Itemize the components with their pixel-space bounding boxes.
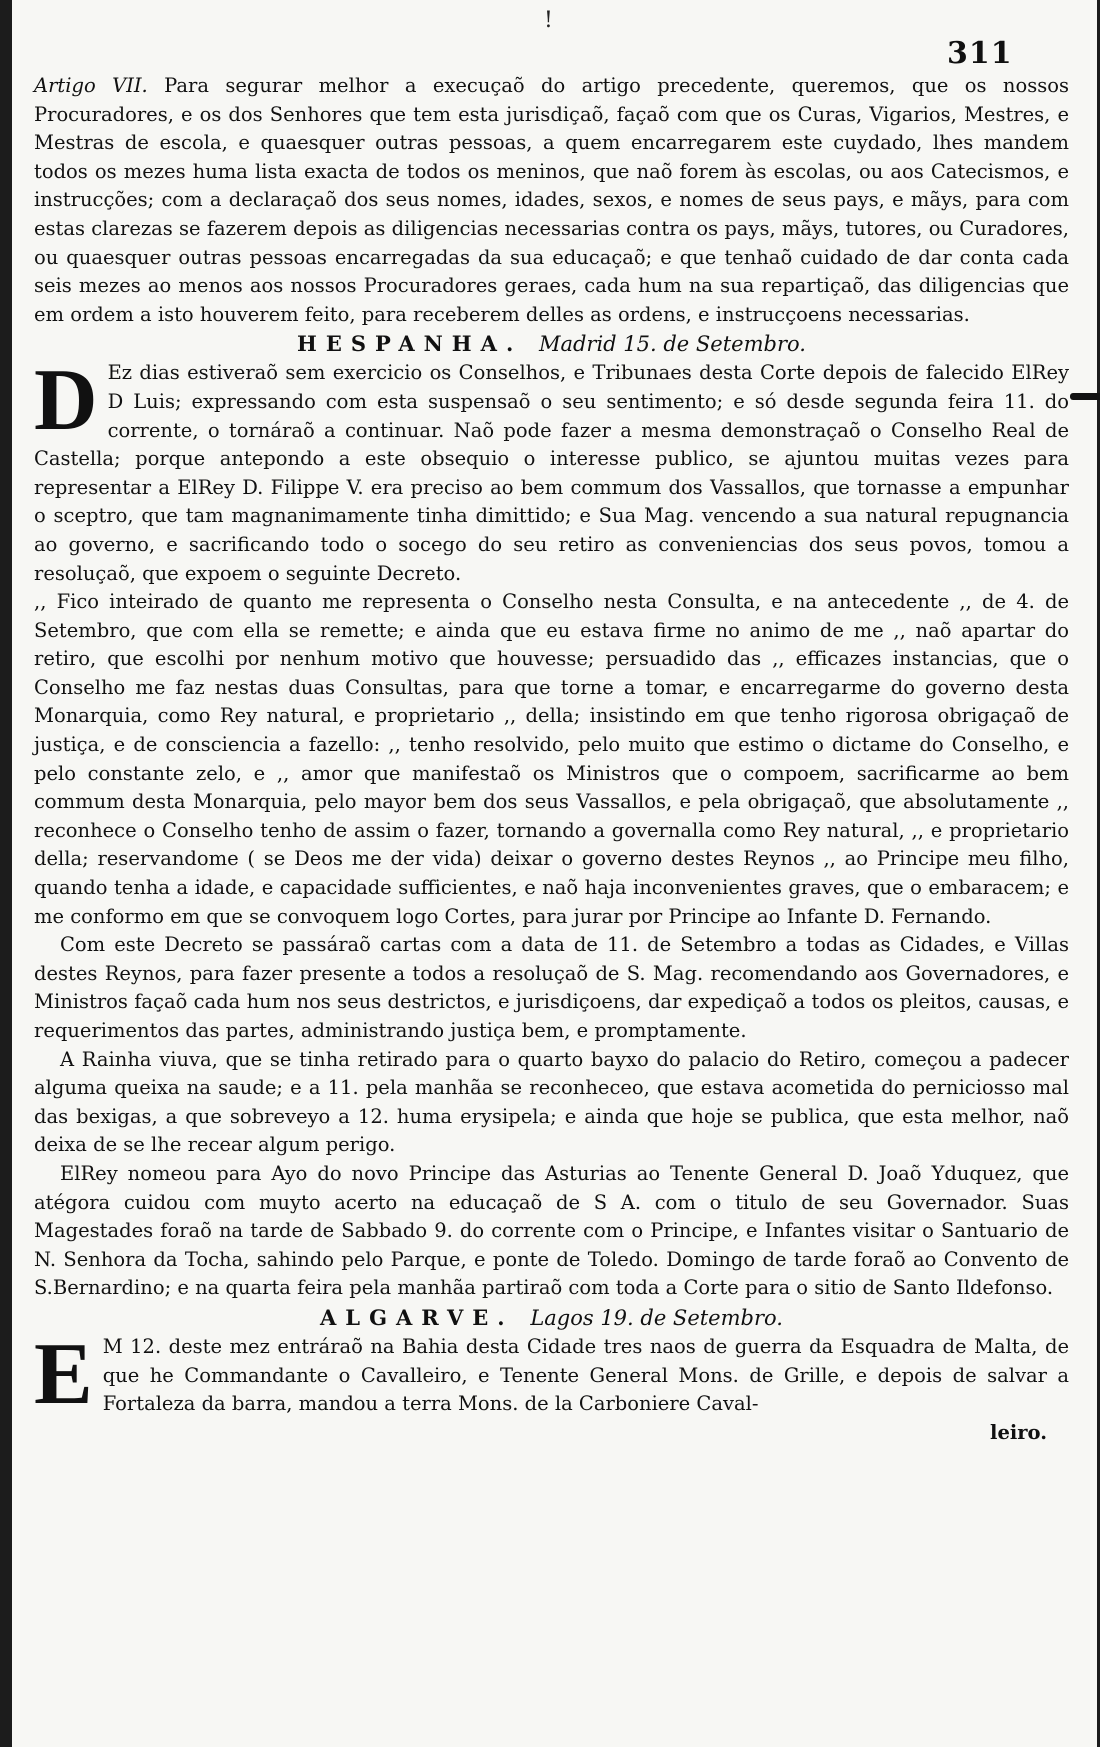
section-heading-algarve <box>34 1304 1069 1332</box>
drop-cap: D <box>34 352 98 450</box>
heading-place: HESPANHA. <box>297 331 523 357</box>
article-label: Artigo VII. <box>34 74 148 97</box>
paragraph-text: Ez dias estiveraõ sem exercicio os Conselhos, e Tribunaes desta Corte depois de falecido ElRey D Luis; expressando com esta suspensaõ o seu sentimento; e só desde segunda feira 11. do corrente, o tornáraõ a continuar. Naõ pode fazer a mesma demonstraçaõ o Conselho Real de Castella; porque antepondo a este obsequio o interesse publico, se ajuntou muitas vezes para representar a ElRey D. Filippe V. era preciso ao bem commum dos Vassallos, que tornasse a empunhar o sceptro, que tam magnanimamente tinha dimittido; e Sua Mag. vencendo a sua natural repugnancia ao governo, e sacrificando todo o socego do seu retiro as conveniencias dos seus povos, tomou a resoluçaõ, que expoem o seguinte Decreto. <box>34 361 1069 585</box>
section-heading-hespanha <box>34 330 1069 358</box>
hespanha-paragraph-1 <box>34 352 1069 588</box>
drop-cap: E <box>34 1325 93 1423</box>
hespanha-paragraph-2: Com este Decreto se passáraõ cartas com a data de 11. de Setembro a todas as Cidades, e Villas destes Reynos, para fazer presente a todos a resoluçaõ de S. Mag. recomendando aos Governadores, e Ministros façaõ cada hum nos seus destrictos, e jurisdiçoens, dar expediçaõ a todos os pleitos, causas, e requerimentos das partes, administrando justiça bem, e promptamente. <box>34 933 1069 1042</box>
article-paragraph <box>34 72 1069 329</box>
algarve-paragraph-1 <box>34 1325 1069 1423</box>
heading-dateline: Lagos 19. de Setembro. <box>530 1305 783 1330</box>
decree-text: ,, Fico inteirado de quanto me representa o Conselho nesta Consulta, e na antecedente ,, de 4. de Setembro, que com ella se remette; e ainda que eu estava firme no animo de me ,, naõ apartar do retiro, que escolhi por nenhum motivo que houvesse; persuadido das ,, efficazes instancias, que o Conselho me faz nestas duas Consultas, para que torne a tomar, e encarregarme do governo desta Monarquia, como Rey natural, e proprietario ,, della; insistindo em que tenho rigorosa obrigaçaõ de justiça, e de consciencia a fazello: ,, tenho resolvido, pelo muito que estimo o dictame do Conselho, e pelo constante zelo, e ,, amor que manifestaõ os Ministros que o compoem, sacrificarme ao bem commum desta Monarquia, pelo mayor bem dos seus Vassallos, e pela obrigaçaõ, que absolutamente ,, reconhece o Conselho tenho de assim o fazer, tornando a governalla como Rey natural, ,, e proprietario della; reservandome ( se Deos me der vida) deixar o governo destes Reynos ,, ao Principe meu filho, quando tenha a idade, e capacidade sufficientes, e naõ haja inconvenientes graves, que o embaracem; e me conformo em que se convoquem logo Cortes, para jurar por Principe ao Infante D. Fernando. <box>34 590 1069 928</box>
catchword: leiro. <box>990 1420 1047 1444</box>
heading-place: ALGARVE. <box>320 1304 514 1330</box>
heading-dateline: Madrid 15. de Setembro. <box>538 332 806 357</box>
hespanha-paragraph-4: ElRey nomeou para Ayo do novo Principe das Asturias ao Tenente General D. Joaõ Yduquez, que atégora cuidou com muyto acerto na educaçaõ de S A. com o titulo de seu Governador. Suas Magestades foraõ na tarde de Sabbado 9. do corrente com o Principe, e Infantes visitar o Santuario de N. Senhora da Tocha, sahindo pelo Parque, e ponte de Toledo. Domingo de tarde foraõ ao Convento de S.Bernardino; e na quarta feira pela manhãa partiraõ com toda a Corte para o sitio de Santo Ildefonso. <box>34 1161 1069 1300</box>
decree-quote <box>34 588 1069 931</box>
article-text: Para segurar melhor a execuçaõ do artigo precedente, queremos, que os nossos Procuradores, e os dos Senhores que tem esta jurisdiçaõ, façaõ com que os Curas, Vigarios, Mestres, e Mestras de escola, e quaesquer outras pessoas, a quem encarregarem este cuydado, lhes mandem todos os mezes huma lista exacta de todos os meninos, que naõ forem às escolas, ou aos Catecismos, e instrucções; com a declaraçaõ dos seus nomes, idades, sexos, e nomes de seus pays, e mãys, para com estas clarezas se fazerem depois as diligencias necessarias contra os pays, mãys, tutores, ou Curadores, ou quaesquer outras pessoas encarregadas da sua educaçaõ; e que tenhaõ cuidado de dar conta cada seis mezes ao menos aos nossos Procuradores geraes, cada hum na sua repartiçaõ, das diligencias que em ordem a isto houverem feito, para receberem delles as ordens, e instrucçoens necessarias. <box>34 74 1069 326</box>
hespanha-paragraph-3: A Rainha viuva, que se tinha retirado para o quarto bayxo do palacio do Retiro, começou a padecer alguma queixa na saude; e a 11. pela manhãa se reconheceo, que estava acometida do perniciosso mal das bexigas, a que sobreveyo a 12. huma erysipela; e ainda que hoje se publica, que esta melhor, naõ deixa de se lhe recear algum perigo. <box>34 1047 1069 1157</box>
text-column <box>34 72 1069 1447</box>
page-number: 311 <box>947 36 1013 71</box>
scan-edge-mark <box>1070 393 1100 400</box>
paragraph-text: M 12. deste mez entráraõ na Bahia desta Cidade tres naos de guerra da Esquadra de Malta, de que he Commandante o Cavalleiro, e Tenente General Mons. de Grille, e depois de salvar a Fortaleza da barra, mandou a terra Mons. de la Carboniere Caval- <box>102 1334 1069 1416</box>
newspaper-page <box>12 0 1097 1747</box>
top-mark: ! <box>544 8 553 33</box>
